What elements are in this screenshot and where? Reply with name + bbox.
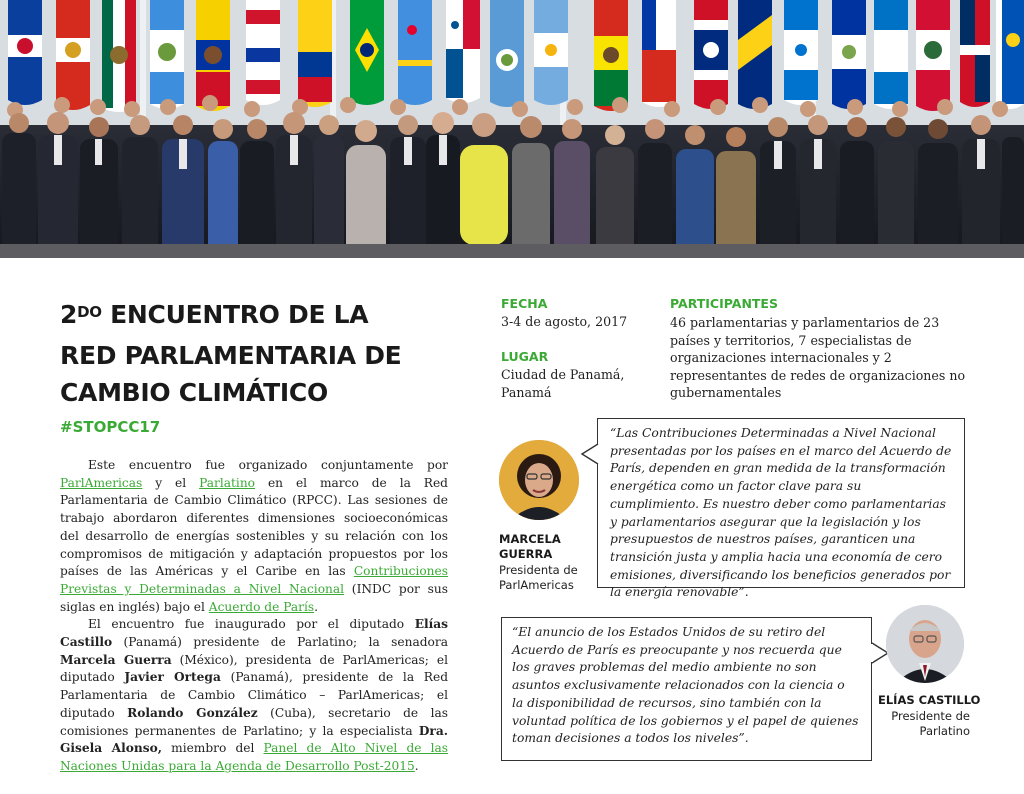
article-body: [60, 457, 448, 776]
author-role-line: Presidenta de: [499, 563, 578, 577]
fecha-value: 3-4 de agosto, 2017: [501, 314, 628, 329]
quote1-author-role: [499, 563, 578, 593]
name-marcela-guerra: Marcela Guerra: [60, 652, 172, 667]
text-run: (Panamá) presidente de Parlatino; la senadora: [112, 635, 448, 650]
text-run: miembro del: [162, 741, 264, 756]
title-line-1: ENCUENTRO DE LA: [101, 300, 369, 329]
name-elias-castillo: Elías Castillo: [60, 617, 448, 650]
text-run: Este encuentro fue organizado conjuntamente por: [88, 458, 448, 472]
title-ordinal-suffix: DO: [77, 303, 102, 321]
hero-photo: [0, 0, 1024, 258]
quote-elias-castillo: “El anuncio de los Estados Unidos de su retiro del Acuerdo de París es preocupante y nos recuerda que los graves problemas del medio ambiente no son asuntos exclusivamente relacionados con la ciencia o la disponibilidad de recursos, sino también con la voluntad política de los gobiernos y el papel de quienes toman decisiones a todos los niveles”.: [501, 617, 872, 761]
text-run: .: [314, 599, 318, 614]
quote1-author-name: [499, 532, 561, 562]
quote1-pointer: [580, 442, 600, 466]
participantes-line: representantes de redes de organizaciones no: [670, 367, 966, 383]
group-photo-people: [0, 95, 1024, 258]
author-role-line: ParlAmericas: [499, 578, 574, 592]
quote-marcela-guerra: “Las Contribuciones Determinadas a Nivel Nacional presentadas por los países en el marco del Acuerdo de París, dependen en gran medida de la transformación energética como un factor clave para su cumplimiento. Es nuestro deber como parlamentarias y parlamentarios asegurar que la legislación y los presupuestos de nuestros países, garanticen una transición justa y amplia hacia una economía de cero emisiones, diversificando los beneficios generados por la energía renovable”.: [597, 418, 965, 588]
participantes-line: organizaciones internacionales y 2: [670, 350, 892, 365]
participantes-label: PARTICIPANTES: [670, 296, 778, 311]
text-run: y el: [142, 475, 200, 490]
title-line-3: CAMBIO CLIMÁTICO: [60, 378, 328, 407]
author-name-line: MARCELA: [499, 532, 561, 546]
hashtag: #STOPCC17: [60, 418, 161, 436]
author-role-line: Parlatino: [919, 724, 970, 738]
paragraph-1: [60, 457, 448, 616]
name-gisela-alonso: Dra. Gisela Alonso,: [60, 723, 448, 756]
name-javier-ortega: Javier Ortega: [124, 670, 221, 685]
title-line-2: RED PARLAMENTARIA DE: [60, 341, 402, 370]
lugar-value: [501, 366, 624, 401]
acuerdo-paris-link[interactable]: Acuerdo de París: [208, 599, 315, 614]
portrait-elias-castillo: [886, 605, 964, 683]
participantes-line: gubernamentales: [670, 385, 782, 400]
name-rolando-gonzalez: Rolando González: [127, 705, 258, 720]
parlatino-link[interactable]: Parlatino: [199, 475, 255, 490]
portrait-marcela-guerra: [499, 440, 579, 520]
participantes-value: [670, 314, 970, 402]
participantes-line: países y territorios, 7 especialistas de: [670, 332, 912, 348]
quote2-author-role: [880, 709, 970, 739]
author-name-line: GUERRA: [499, 547, 553, 561]
text-run: (Cuba), secretario de las comisiones permanentes de Parlatino; y la especialista: [60, 705, 448, 738]
photo-floor: [0, 244, 1024, 258]
title-ordinal: 2: [60, 300, 78, 329]
participantes-line: 46 parlamentarias y parlamentarios de 23: [670, 315, 940, 330]
page-title: [60, 296, 440, 411]
lugar-line-2: Panamá: [501, 384, 552, 400]
text-run: (Panamá), presidente de la Red Parlamentaria de Cambio Climático – ParlAmericas; el diputado: [60, 670, 449, 720]
paragraph-2: [60, 616, 448, 775]
text-run: El encuentro fue inaugurado por el diputado: [88, 617, 415, 632]
text-run: .: [414, 758, 419, 773]
text-run: (INDC por sus siglas en inglés) bajo el: [60, 581, 448, 614]
text-run: (México), presidenta de ParlAmericas; el diputado: [60, 652, 448, 685]
panel-alto-nivel-link[interactable]: Panel de Alto Nivel de las Naciones Unidas para la Agenda de Desarrollo Post-2015: [60, 741, 449, 773]
lugar-line-1: Ciudad de Panamá,: [501, 367, 625, 382]
avatar-elias-castillo: [886, 605, 964, 683]
fecha-label: FECHA: [501, 296, 548, 311]
text-run: en el marco de la Red Parlamentaria de Cambio Climático (RPCC). Las sesiones de trabajo abordaron diferentes dimensiones socioeconómicas del desarrollo de energías sostenibles y su relación con los compromisos de mitigación y adaptación propuestos por los países de las Américas y el Caribe en las: [60, 475, 448, 579]
contribuciones-link[interactable]: Contribuciones Previstas y Determinadas a Nivel Nacional: [60, 564, 448, 596]
parlamericas-link[interactable]: ParlAmericas: [60, 475, 143, 490]
author-role-line: Presidente de: [891, 709, 970, 723]
quote2-author-name: ELÍAS CASTILLO: [878, 693, 981, 707]
lugar-label: LUGAR: [501, 349, 549, 364]
avatar-marcela-guerra: [499, 440, 579, 520]
